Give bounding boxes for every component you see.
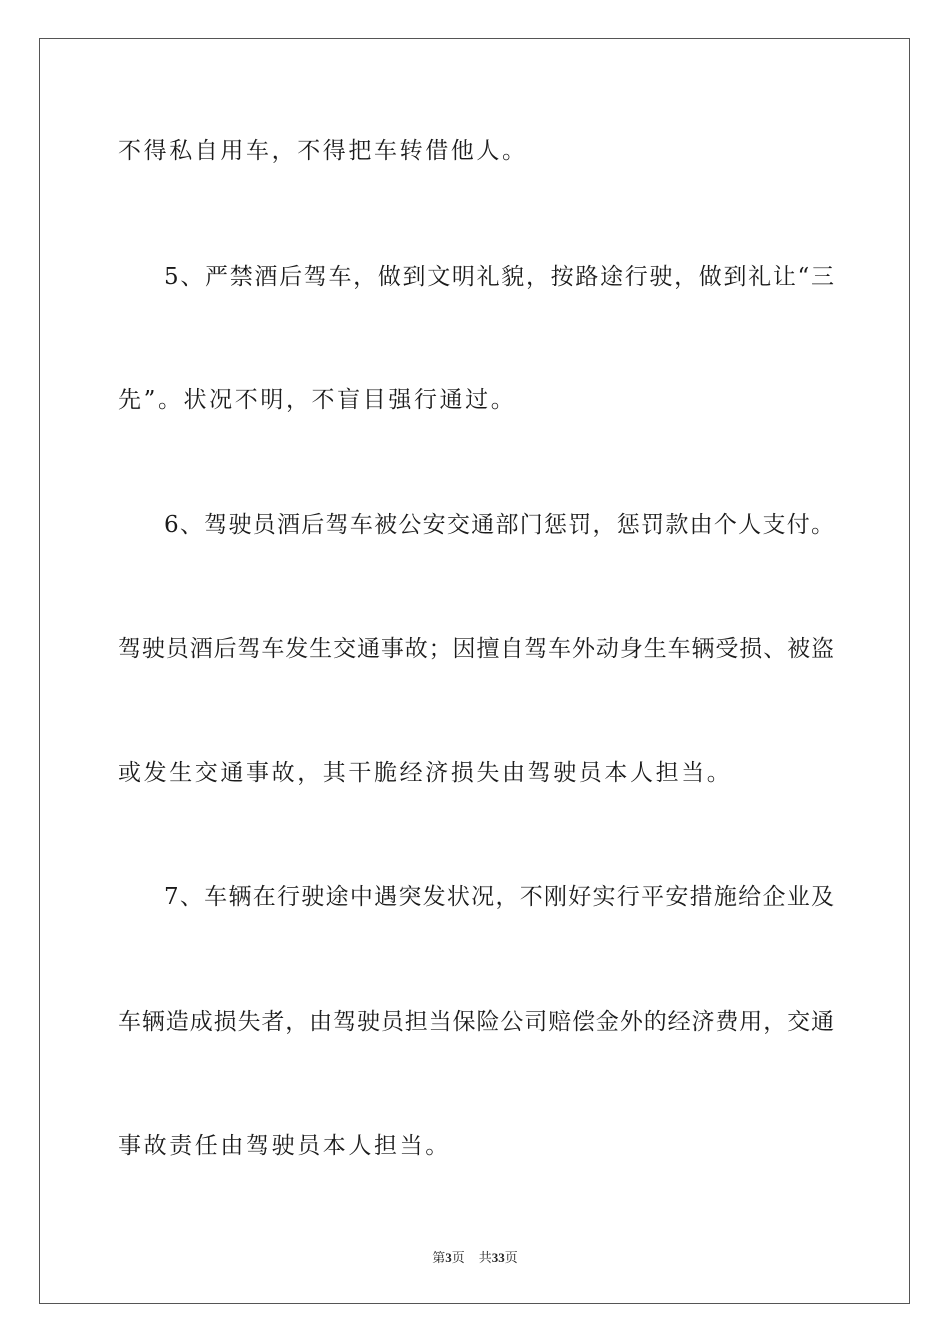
footer-total-pages: 33 bbox=[491, 1250, 505, 1265]
footer-total-suffix: 页 bbox=[504, 1251, 518, 1266]
footer-page-number: 3 bbox=[445, 1250, 452, 1265]
page-border bbox=[39, 38, 910, 1304]
footer-page-suffix: 页 bbox=[451, 1251, 465, 1266]
paragraph-line-1: 不得私自用车，不得把车转借他人。 bbox=[118, 138, 528, 164]
paragraph-line-3: 先”。状况不明，不盲目强行通过。 bbox=[118, 387, 517, 413]
paragraph-line-2: 5、严禁酒后驾车，做到文明礼貌，按路途行驶，做到礼让“三 bbox=[164, 264, 834, 290]
footer-total-prefix: 共 bbox=[478, 1251, 492, 1266]
page-footer bbox=[0, 1249, 950, 1268]
paragraph-line-9: 事故责任由驾驶员本人担当。 bbox=[118, 1133, 451, 1159]
paragraph-line-4: 6、驾驶员酒后驾车被公安交通部门惩罚，惩罚款由个人支付。 bbox=[164, 512, 834, 538]
paragraph-line-6: 或发生交通事故，其干脆经济损失由驾驶员本人担当。 bbox=[118, 760, 733, 786]
footer-page-prefix: 第 bbox=[432, 1251, 446, 1266]
paragraph-line-7: 7、车辆在行驶途中遇突发状况，不刚好实行平安措施给企业及 bbox=[164, 884, 834, 910]
paragraph-line-5: 驾驶员酒后驾车发生交通事故；因擅自驾车外动身生车辆受损、被盗 bbox=[118, 636, 834, 662]
paragraph-line-8: 车辆造成损失者，由驾驶员担当保险公司赔偿金外的经济费用，交通 bbox=[118, 1009, 834, 1035]
